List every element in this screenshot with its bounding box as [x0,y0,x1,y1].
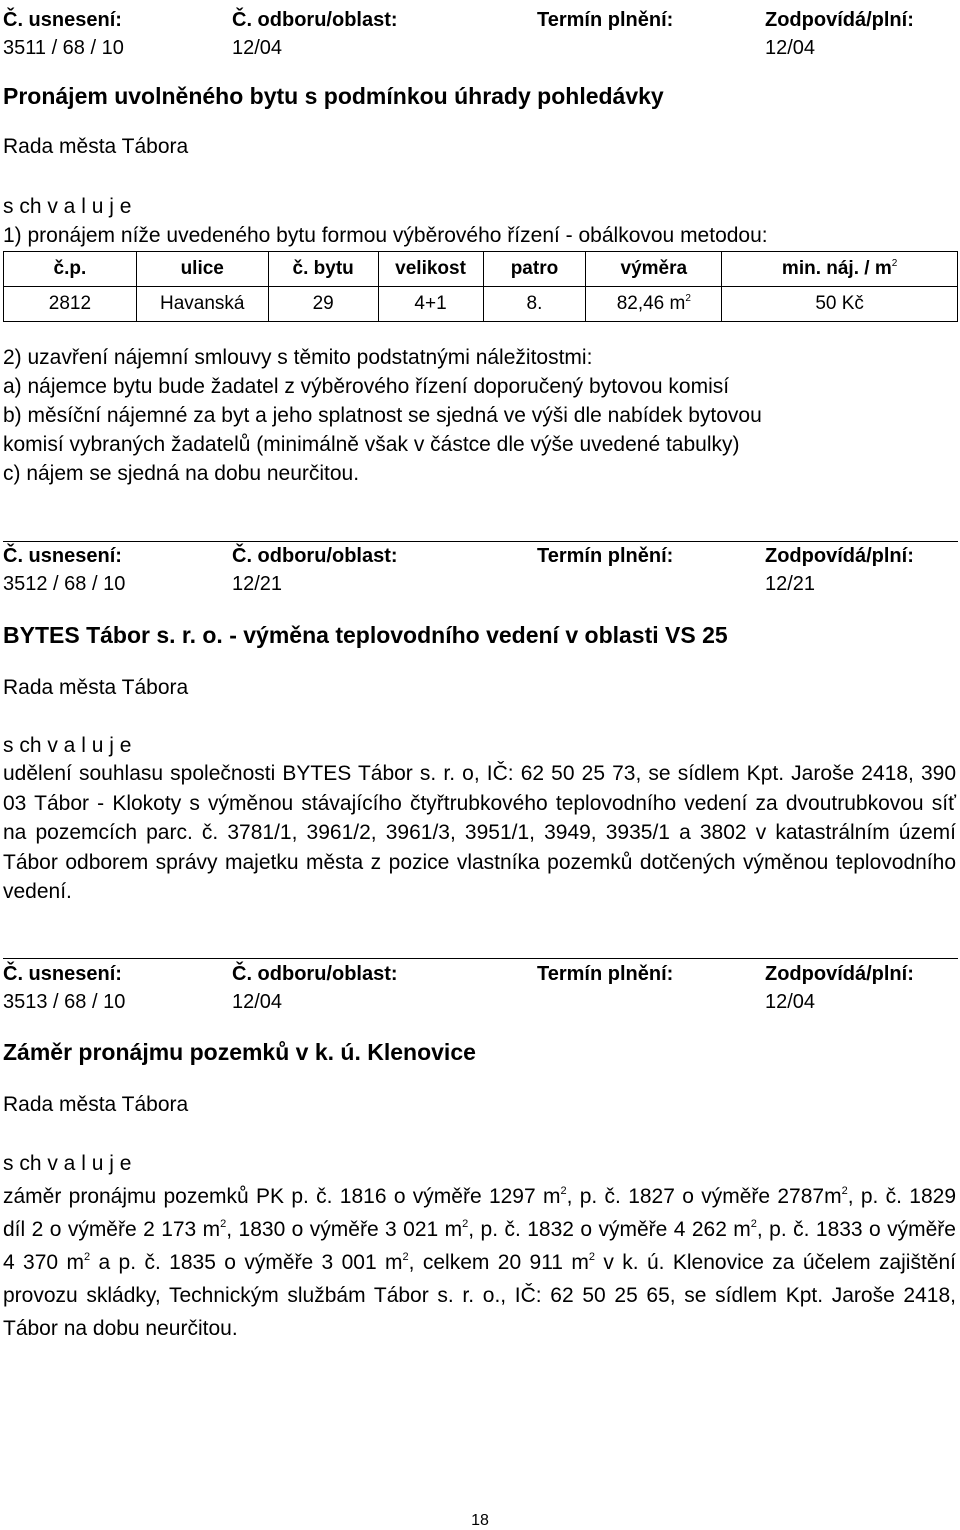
label-deadline: Termín plnění: [537,9,674,31]
superscript: 2 [220,1218,227,1230]
resolution-title: Pronájem uvolněného bytu s podmínkou úhrady pohledávky [3,83,664,109]
col-header: velikost [378,252,483,287]
superscript: 2 [750,1218,757,1230]
resolution-header-3512 [3,544,958,596]
resolution-title: BYTES Tábor s. r. o. - výměna teplovodního vedení v oblasti VS 25 [3,622,728,648]
table-cell: 29 [268,287,378,322]
label-deadline: Termín plnění: [537,545,674,567]
col-header: č. bytu [268,252,378,287]
table-cell: 2812 [4,287,137,322]
body-text: , p. č. 1827 o výměře 2787m [566,1185,842,1208]
dept-value: 12/21 [232,573,283,595]
condition-line: b) měsíční nájemné za byt a jeho splatnost se sjedná ve výši dle nabídek bytovou [3,404,762,427]
responsible-value: 12/04 [765,991,816,1013]
approval-intro: 1) pronájem níže uvedeného bytu formou výběrového řízení - obálkovou metodou: [3,224,768,247]
dept-value: 12/04 [232,991,283,1013]
label-resolution-no: Č. usnesení: [3,545,122,567]
responsible-value: 12/21 [765,573,816,595]
table-cell: 4+1 [378,287,483,322]
superscript: 2 [841,1185,848,1197]
col-header: patro [483,252,586,287]
table-cell: 82,46 m [616,293,686,314]
label-dept: Č. odboru/oblast: [232,9,398,31]
resolution-header-3513 [3,962,958,1014]
resolution-no: 3513 / 68 / 10 [3,991,126,1013]
col-header: č.p. [4,252,137,287]
resolution-no: 3512 / 68 / 10 [3,573,126,595]
resolution-header-3511 [3,8,958,60]
label-responsible: Zodpovídá/plní: [765,963,914,985]
resolution-body: udělení souhlasu společnosti BYTES Tábor s. r. o, IČ: 62 50 25 73, se sídlem Kpt. Jaroše 2418, 390 03 Tábor - Klokoty s výměnou stávajícího čtyřtrubkového teplovodního vedení za dvoutrubkovou síť na pozemcích parc. č. 3781/1, 3961/2, 3961/3, 3951/1, 3949, 3935/1 a 3802 v katastrálním území Tábor odborem správy majetku města z pozice vlastníka pozemků dotčených výměnou teplovodního vedení. [3,762,956,903]
dept-value: 12/04 [232,37,283,59]
label-deadline: Termín plnění: [537,963,674,985]
council-name: Rada města Tábora [3,135,189,158]
resolution-title: Záměr pronájmu pozemků v k. ú. Klenovice [3,1039,476,1065]
table-cell: 50 Kč [722,287,958,322]
section-divider [3,541,958,542]
condition-line: a) nájemce bytu bude žadatel z výběrového řízení doporučený bytovou komisí [3,375,730,398]
superscript: 2 [891,258,898,269]
flat-table [3,251,958,322]
label-dept: Č. odboru/oblast: [232,545,398,567]
approval-verb: s ch v a l u j e [3,734,132,757]
council-name: Rada města Tábora [3,1093,189,1116]
condition-line: c) nájem se sjedná na dobu neurčitou. [3,462,360,485]
table-row [4,287,958,322]
flat-table-header-row [4,252,958,287]
label-dept: Č. odboru/oblast: [232,963,398,985]
superscript: 2 [462,1218,469,1230]
body-text: , p. č. 1832 o výměře 4 262 m [468,1218,751,1241]
col-header: min. náj. / m [781,258,892,279]
body-text: a p. č. 1835 o výměře 3 001 m [90,1251,403,1274]
label-resolution-no: Č. usnesení: [3,963,122,985]
superscript: 2 [402,1251,409,1263]
council-name: Rada města Tábora [3,676,189,699]
condition-line: 2) uzavření nájemní smlouvy s těmito podstatnými náležitostmi: [3,346,593,369]
superscript: 2 [685,293,691,304]
superscript: 2 [83,1251,91,1263]
label-responsible: Zodpovídá/plní: [765,545,914,567]
page-number: 18 [471,1512,489,1529]
body-text: , celkem 20 911 m [408,1251,589,1274]
col-header: výměra [586,252,722,287]
body-text: , 1830 o výměře 3 021 m [226,1218,463,1241]
approval-verb: s ch v a l u j e [3,1152,132,1175]
label-responsible: Zodpovídá/plní: [765,9,914,31]
table-cell: 8. [483,287,586,322]
table-cell: Havanská [136,287,268,322]
body-text: v k. ú. Klenovice za účelem zajištění provozu skládky, Technickým službám Tábor s. r. o., IČ: 62 50 25 65, se sídlem Kpt. Jaroše 2418, Tábor na dobu neurčitou. [3,1251,956,1340]
section-divider [3,958,958,959]
table-cell-area [586,287,722,322]
col-header: ulice [136,252,268,287]
resolution-body [3,1180,956,1345]
body-text: , p. č. 1833 o výměře 4 370 m [3,1218,956,1274]
responsible-value: 12/04 [765,37,816,59]
body-text: , p. č. 1829 díl 2 o výměře 2 173 m [3,1185,957,1241]
body-text: záměr pronájmu pozemků PK p. č. 1816 o výměře 1297 m [3,1185,561,1208]
superscript: 2 [560,1185,567,1197]
col-header-rent [722,252,958,287]
label-resolution-no: Č. usnesení: [3,9,122,31]
resolution-no: 3511 / 68 / 10 [3,37,124,59]
approval-verb: s ch v a l u j e [3,195,132,218]
superscript: 2 [588,1251,595,1263]
condition-line: komisí vybraných žadatelů (minimálně však v částce dle výše uvedené tabulky) [3,433,740,456]
